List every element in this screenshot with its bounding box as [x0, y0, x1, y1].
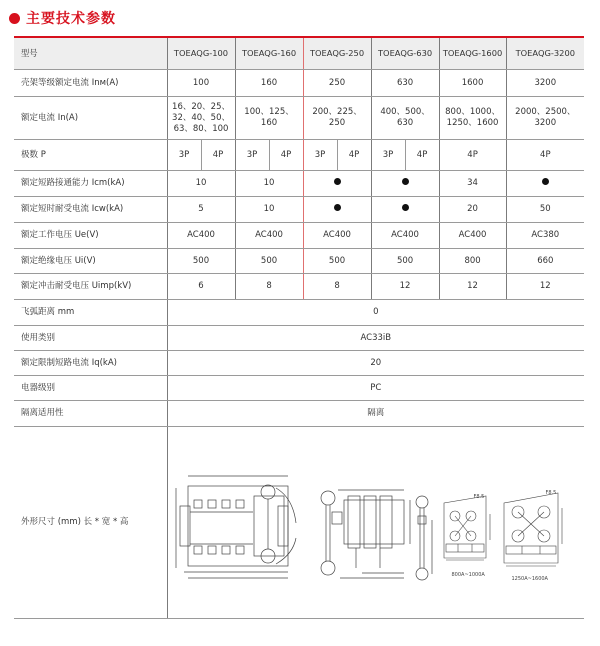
row-label: 额定冲击耐受电压 Uimp(kV)	[14, 274, 167, 300]
cell: 3200	[506, 70, 584, 97]
cell: 800、1000、1250、1600	[439, 97, 506, 140]
cell: 0	[167, 300, 584, 326]
model-header: TOEAQG-1600	[439, 37, 506, 70]
row-label: 使用类别	[14, 326, 167, 351]
cell: AC400	[167, 223, 235, 249]
row-label: 极数 P	[14, 140, 167, 171]
header-row	[14, 37, 584, 70]
cell: 3P	[167, 140, 201, 171]
row-label: 额定短时耐受电流 Icw(kA)	[14, 197, 167, 223]
cell	[371, 197, 439, 223]
drawing-caption: 1250A~1600A	[511, 575, 548, 582]
cell: 250	[303, 70, 371, 97]
table-row	[14, 249, 584, 274]
cell: AC33iB	[167, 326, 584, 351]
cell: 4P	[201, 140, 235, 171]
cell: 10	[235, 197, 303, 223]
cell: 160	[235, 70, 303, 97]
table-row	[14, 351, 584, 376]
cell: 8	[235, 274, 303, 300]
section-title-text: 主要技术参数	[26, 11, 116, 27]
cell: 3P	[235, 140, 269, 171]
side-view-drawing	[321, 490, 410, 578]
cell: 4P	[439, 140, 506, 171]
filled-dot-icon	[542, 178, 549, 185]
cell: 12	[506, 274, 584, 300]
cell: PC	[167, 376, 584, 401]
cell: 34	[439, 171, 506, 197]
table-row	[14, 97, 584, 140]
cell: 12	[439, 274, 506, 300]
table-row	[14, 376, 584, 401]
cell: 660	[506, 249, 584, 274]
cell: 50	[506, 197, 584, 223]
cell: 4P	[269, 140, 303, 171]
drawing-caption: 800A~1000A	[451, 571, 485, 578]
cell: AC400	[371, 223, 439, 249]
cell: 500	[371, 249, 439, 274]
row-label: 额定绝缘电压 Ui(V)	[14, 249, 167, 274]
handle-view-drawing	[416, 496, 432, 580]
filled-dot-icon	[402, 204, 409, 211]
model-header: TOEAQG-250	[303, 37, 371, 70]
model-header: TOEAQG-630	[371, 37, 439, 70]
table-row	[14, 171, 584, 197]
mounting-hole-drawing-b	[504, 493, 562, 566]
cell: 800	[439, 249, 506, 274]
cell: 200、225、250	[303, 97, 371, 140]
cell: 6	[167, 274, 235, 300]
cell	[371, 171, 439, 197]
cell: 400、500、630	[371, 97, 439, 140]
cell: 2000、2500、3200	[506, 97, 584, 140]
table-row	[14, 140, 584, 171]
cell: 12	[371, 274, 439, 300]
cell: 630	[371, 70, 439, 97]
cell: 4P	[506, 140, 584, 171]
cell: 500	[235, 249, 303, 274]
row-label: 壳架等级额定电流 Inм(A)	[14, 70, 167, 97]
cell: 20	[167, 351, 584, 376]
cell	[303, 171, 371, 197]
spec-table	[14, 36, 584, 619]
cell: AC380	[506, 223, 584, 249]
row-label: 额定短路接通能力 Icm(kA)	[14, 171, 167, 197]
cell: 10	[167, 171, 235, 197]
row-label: 电器级别	[14, 376, 167, 401]
bullet-dot-icon	[9, 13, 20, 24]
front-view-drawing	[176, 476, 296, 578]
row-label: 外形尺寸 (mm) 长 * 宽 * 高	[14, 427, 167, 619]
cell: AC400	[235, 223, 303, 249]
hole-label: F8.5	[473, 493, 485, 500]
dimension-drawings	[167, 427, 584, 619]
filled-dot-icon	[402, 178, 409, 185]
table-row	[14, 197, 584, 223]
table-row	[14, 401, 584, 427]
filled-dot-icon	[334, 204, 341, 211]
cell: 8	[303, 274, 371, 300]
technical-drawing	[168, 428, 583, 618]
mounting-hole-drawing-a	[444, 496, 490, 560]
table-row	[14, 223, 584, 249]
table-row	[14, 326, 584, 351]
cell: 10	[235, 171, 303, 197]
header-label: 型号	[14, 37, 167, 70]
cell: AC400	[303, 223, 371, 249]
row-label: 额定电流 In(A)	[14, 97, 167, 140]
cell: 3P	[371, 140, 405, 171]
cell: 20	[439, 197, 506, 223]
table-row	[14, 70, 584, 97]
cell: 4P	[337, 140, 371, 171]
row-label: 飞弧距离 mm	[14, 300, 167, 326]
hole-label: F8.5	[545, 489, 557, 496]
cell: 3P	[303, 140, 337, 171]
cell: AC400	[439, 223, 506, 249]
cell: 500	[167, 249, 235, 274]
row-label: 额定限制短路电流 Iq(kA)	[14, 351, 167, 376]
cell	[303, 197, 371, 223]
model-header: TOEAQG-3200	[506, 37, 584, 70]
filled-dot-icon	[334, 178, 341, 185]
cell: 100	[167, 70, 235, 97]
section-title	[9, 8, 116, 28]
table-row	[14, 274, 584, 300]
cell: 16、20、25、32、40、50、63、80、100	[167, 97, 235, 140]
cell: 1600	[439, 70, 506, 97]
row-label: 隔离适用性	[14, 401, 167, 427]
cell: 隔离	[167, 401, 584, 427]
model-header: TOEAQG-160	[235, 37, 303, 70]
row-label: 额定工作电压 Ue(V)	[14, 223, 167, 249]
cell: 500	[303, 249, 371, 274]
cell: 100、125、160	[235, 97, 303, 140]
table-row	[14, 300, 584, 326]
cell: 5	[167, 197, 235, 223]
model-header: TOEAQG-100	[167, 37, 235, 70]
cell: 4P	[405, 140, 439, 171]
cell	[506, 171, 584, 197]
table-row-dimensions	[14, 427, 584, 619]
